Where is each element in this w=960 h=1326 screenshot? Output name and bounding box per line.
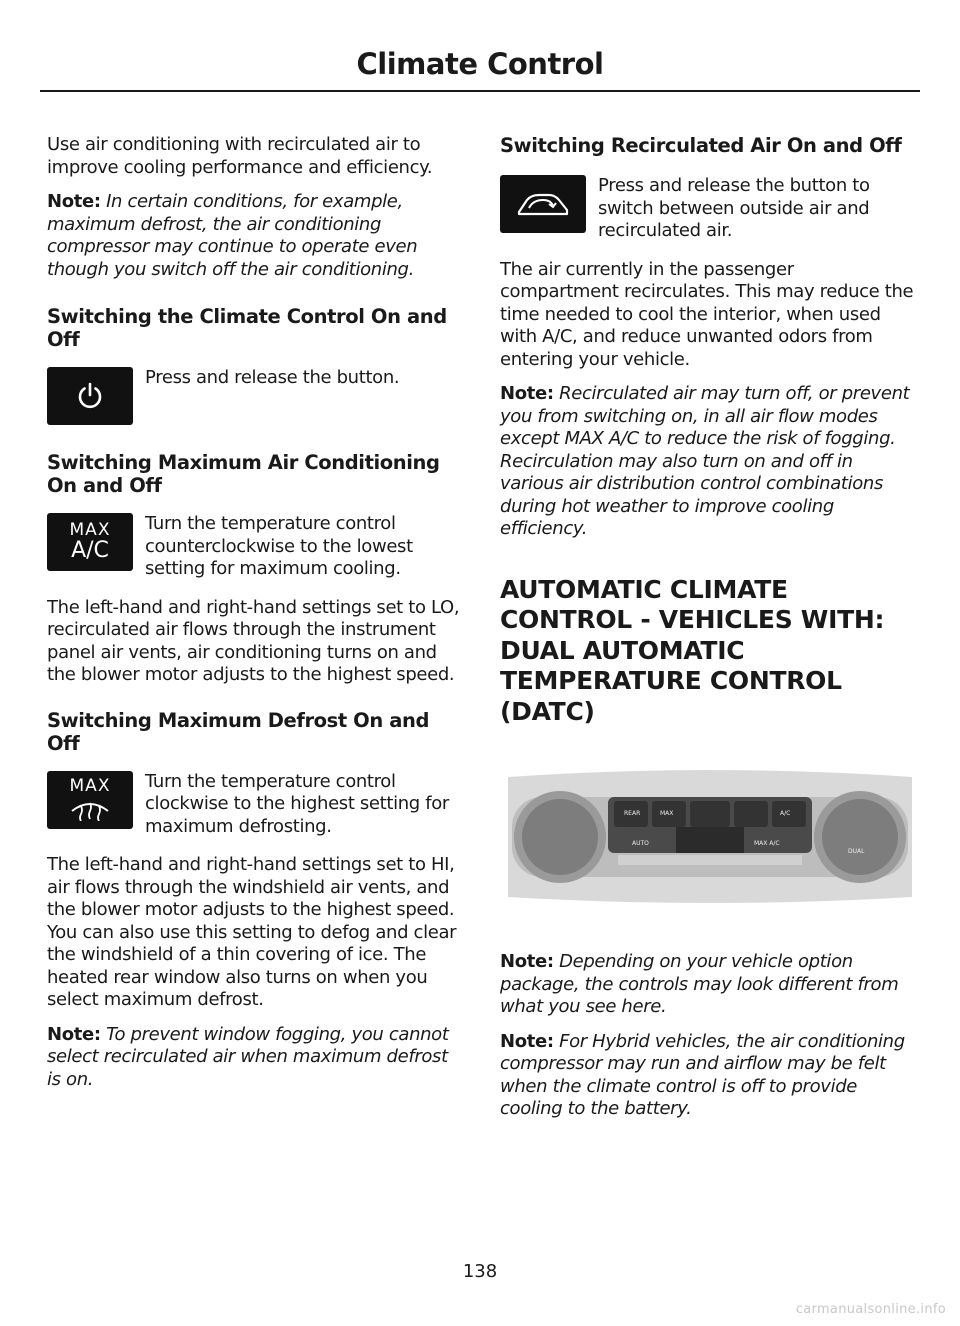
max-ac-paragraph: The left-hand and right-hand settings set to LO, recirculated air flows through the instrument panel air vents, air conditioning turns on and the blower motor adjusts to the highest speed.: [47, 596, 460, 685]
max-ac-text: Turn the temperature control counterclockwise to the lowest setting for maximum cooling.: [145, 513, 413, 579]
intro-paragraph: Use air conditioning with recirculated air to improve cooling performance and efficiency.: [47, 134, 433, 178]
recirc-paragraph: The air currently in the passenger compartment recirculates. This may reduce the time needed to cool the interior, when used with A/C, and reduce unwanted odors from entering your vehicle.: [500, 258, 914, 370]
note-label: Note:: [500, 951, 554, 972]
note-label: Note:: [47, 1023, 101, 1045]
max-defrost-icon-label: MAX: [69, 776, 111, 796]
power-icon: [47, 367, 133, 425]
panel-rear-label: REAR: [624, 810, 641, 817]
note-label: Note:: [47, 191, 101, 212]
max-ac-icon: [47, 513, 133, 571]
panel-max-label: MAX: [660, 810, 674, 817]
heading-max-ac: Switching Maximum Air Conditioning On and Off: [47, 451, 440, 497]
panel-ac-label: A/C: [780, 810, 791, 817]
max-defrost-row: [47, 771, 462, 839]
note-label: Note:: [500, 1030, 554, 1052]
right-column: [500, 134, 915, 1133]
watermark: carmanualsonline.info: [795, 1302, 946, 1317]
max-ac-icon-line1: MAX: [69, 519, 111, 540]
page-title: Climate Control: [356, 47, 604, 81]
note-compressor: [47, 191, 462, 281]
page-header: [40, 44, 920, 84]
note-text: For Hybrid vehicles, the air conditioning compressor may run and airflow may be felt when the climate control is off to provide cooling to the battery.: [500, 1030, 905, 1119]
panel-maxac-label: MAX A/C: [754, 840, 780, 847]
note-text: Recirculated air may turn off, or prevent you from switching on, in all air flow modes except MAX A/C to reduce the risk of fogging. Recirculation may also turn on and off in various air distribution control combinations during hot weather to improve cooling efficiency.: [500, 383, 910, 539]
note-option-package: [500, 951, 915, 1019]
power-row: [47, 367, 462, 425]
power-text: Press and release the button.: [145, 367, 400, 388]
recirc-text: Press and release the button to switch between outside air and recirculated air.: [598, 175, 870, 241]
page-number: 138: [462, 1261, 498, 1282]
note-hybrid: [500, 1031, 915, 1121]
panel-dual-label: DUAL: [848, 848, 865, 855]
heading-climate-on-off: Switching the Climate Control On and Off: [47, 305, 447, 351]
left-column: [47, 134, 462, 1103]
max-defrost-icon: [47, 771, 133, 829]
note-fogging: [47, 1024, 462, 1092]
climate-panel-illustration: [508, 767, 912, 907]
note-label: Note:: [500, 383, 554, 404]
heading-recirculated: Switching Recirculated Air On and Off: [500, 134, 902, 157]
defrost-icon: [68, 795, 112, 821]
note-text: In certain conditions, for example, maximum defrost, the air conditioning compressor may continue to operate even though you switch off the air conditioning.: [47, 191, 418, 280]
note-text: Depending on your vehicle option package, the controls may look different from what you see here.: [500, 951, 899, 1017]
recirc-row: [500, 175, 915, 243]
recirculation-icon: [500, 175, 586, 233]
panel-auto-label: AUTO: [632, 840, 649, 847]
note-text: To prevent window fogging, you cannot select recirculated air when maximum defrost is on.: [47, 1023, 449, 1090]
max-ac-row: [47, 513, 462, 581]
note-recirc: [500, 383, 915, 541]
header-rule: [40, 90, 920, 92]
max-defrost-paragraph: The left-hand and right-hand settings set to HI, air flows through the windshield air vents, and the blower motor adjusts to the highest speed. You can also use this setting to defog and clear the windshield of a thin covering of ice. The heated rear window also turns on when you select maximum defrost.: [47, 854, 457, 1010]
heading-datc: AUTOMATIC CLIMATE CONTROL - VEHICLES WITH: DUAL AUTOMATIC TEMPERATURE CONTROL (DATC): [500, 574, 885, 726]
heading-max-defrost: Switching Maximum Defrost On and Off: [47, 708, 430, 755]
max-defrost-text: Turn the temperature control clockwise to the highest setting for maximum defrosting.: [145, 770, 449, 837]
max-ac-icon-line2: A/C: [71, 537, 109, 563]
